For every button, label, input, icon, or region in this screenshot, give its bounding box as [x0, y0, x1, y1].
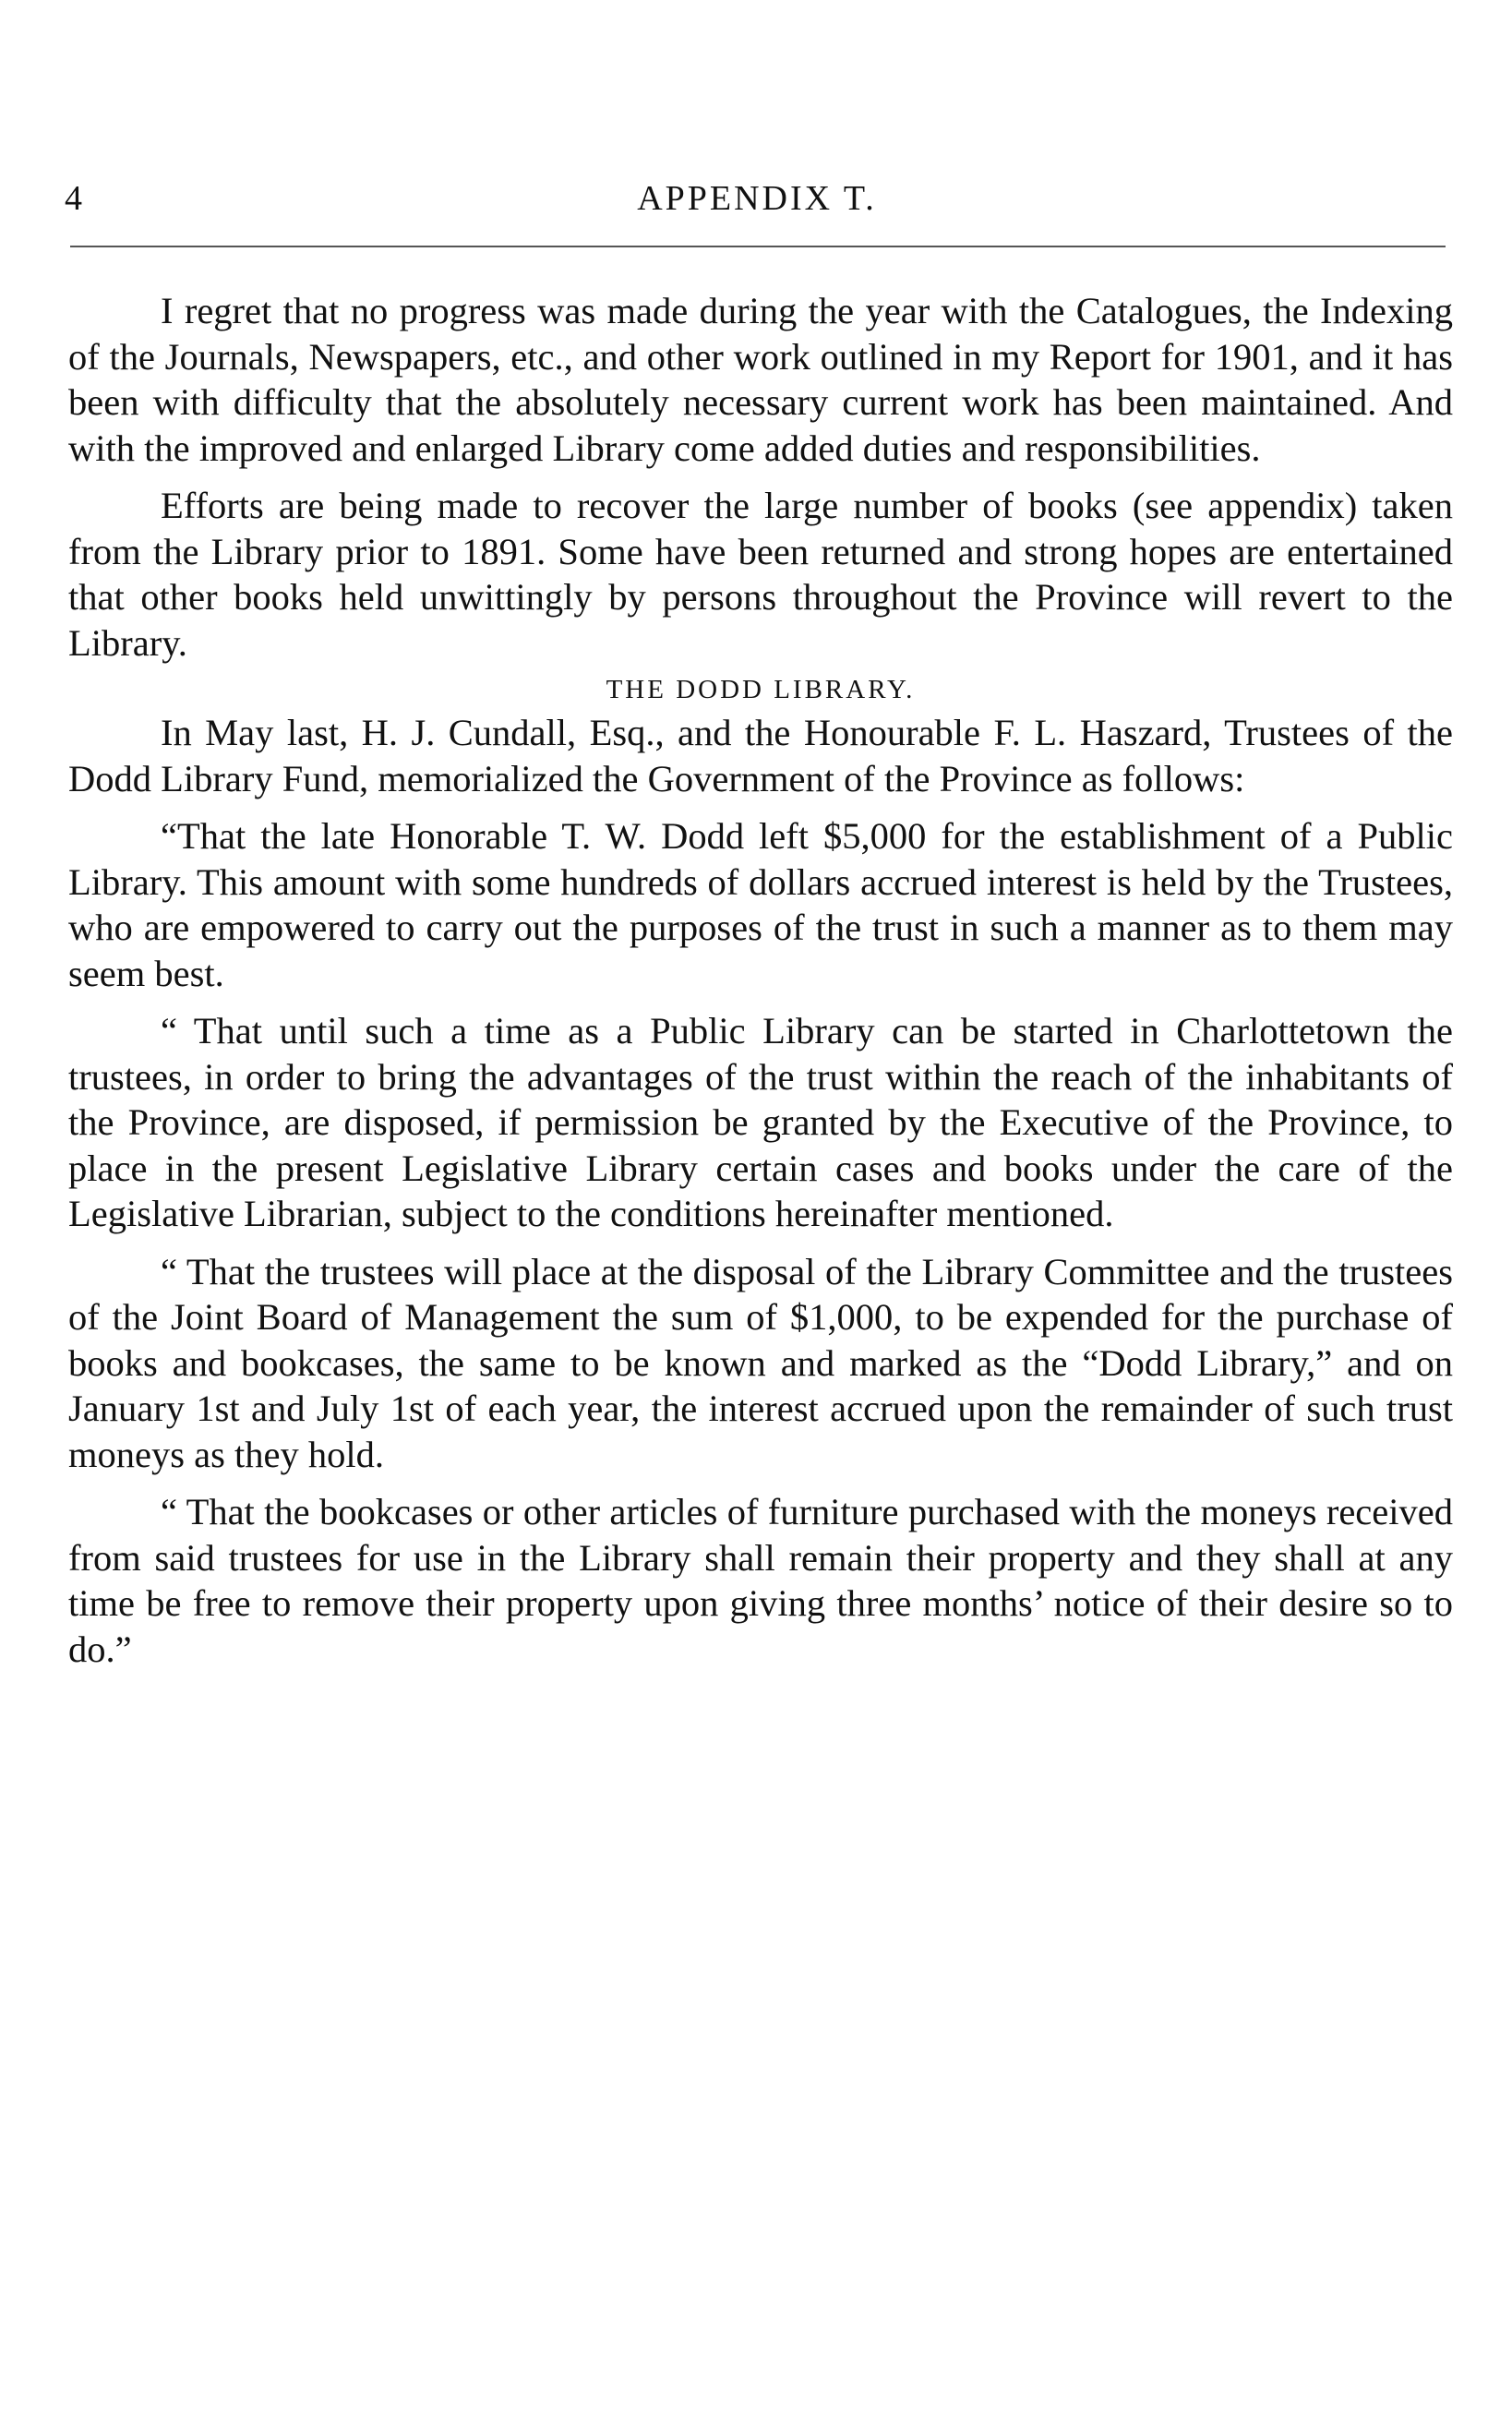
body-text: [68, 288, 1453, 1672]
paragraph-recover-books: Efforts are being made to recover the large number of books (see appendix) taken from the Library prior to 1891. Some have been returned and strong hopes are entertained that other books held unwittingly by persons throughout the Province will revert to the Library.: [68, 485, 1453, 664]
running-head: APPENDIX T.: [637, 179, 877, 218]
paragraph-memorial: In May last, H. J. Cundall, Esq., and the Honourable F. L. Haszard, Trustees of the Dodd Library Fund, memorialized the Government of the Province as follows:: [68, 712, 1453, 799]
page-header: [65, 175, 1449, 231]
header-rule: [70, 246, 1446, 247]
paragraph-dodd-bequest: “That the late Honorable T. W. Dodd left $5,000 for the establishment of a Public Library. This amount with some hundreds of dollars accrued interest is held by the Trustees, who are empowered to carry out the purposes of the trust in such a manner as to them may seem best.: [68, 815, 1453, 994]
page-number: 4: [65, 179, 82, 218]
paragraph-bookcases-property: “ That the bookcases or other articles of furniture purchased with the moneys received from said trustees for use in the Library shall remain their property and they shall at any time be free to remove their property upon giving three months’ notice of their desire so to do.”: [68, 1491, 1453, 1670]
section-heading: THE DODD LIBRARY.: [606, 675, 916, 704]
paragraph-sum-disposal: “ That the trustees will place at the disposal of the Library Committee and the trustees of the Joint Board of Management the sum of $1,000, to be expended for the purchase of books and bookcases, the same to be known and marked as the “Dodd Library,” and on January 1st and July 1st of each year, the interest accrued upon the remainder of such trust moneys as they hold.: [68, 1250, 1453, 1475]
paragraph-trustees-disposed: “ That until such a time as a Public Library can be started in Charlottetown the trustees, in order to bring the advantages of the trust within the reach of the inhabitants of the Province, are disposed, if permission be granted by the Executive of the Province, to place in the present Legislative Library certain cases and books under the care of the Legislative Librarian, subject to the conditions hereinafter mentioned.: [68, 1010, 1453, 1234]
paragraph-catalogues: I regret that no progress was made during the year with the Catalogues, the Indexing of the Journals, Newspapers, etc., and other work outlined in my Report for 1901, and it has been with difficulty that the absolutely necessary current work has been maintained. And with the improved and enlarged Library come added duties and responsibilities.: [68, 290, 1453, 469]
